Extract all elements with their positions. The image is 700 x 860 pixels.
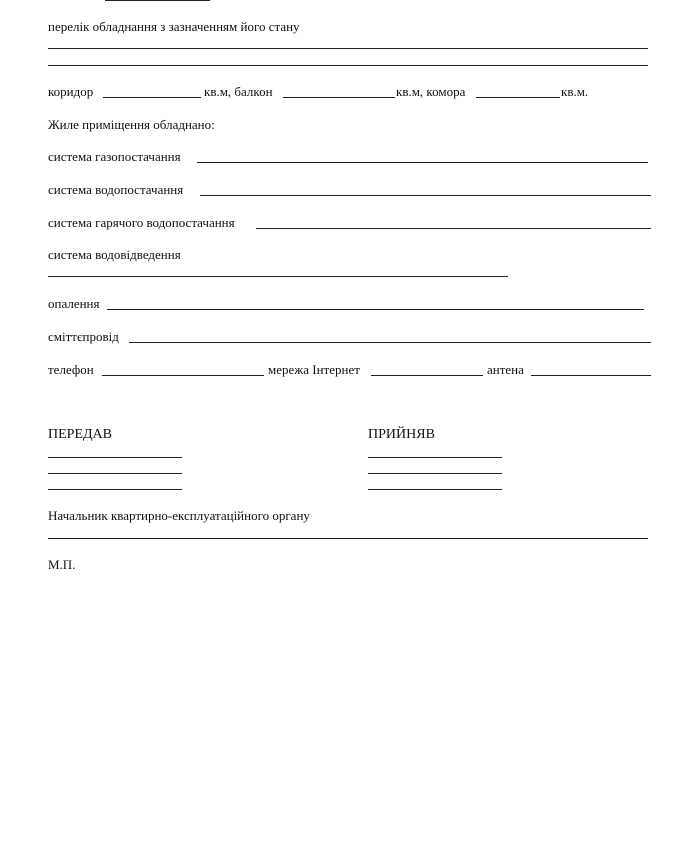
gas-supply-label: система газопостачання — [48, 149, 181, 164]
accepted-line-1[interactable] — [368, 457, 502, 458]
hot-water-label: система гарячого водопостачання — [48, 215, 235, 230]
internet-field[interactable] — [371, 375, 483, 376]
equipment-list-label: перелік обладнання з зазначенням його стану — [48, 19, 300, 34]
water-supply-label: система водопостачання — [48, 182, 184, 197]
phone-field[interactable] — [102, 375, 264, 376]
equipment-list-line-2[interactable] — [48, 65, 648, 66]
accepted-line-3[interactable] — [368, 489, 502, 490]
phone-label: телефон — [48, 362, 94, 377]
hot-water-field[interactable] — [256, 228, 651, 229]
handed-over-heading: ПЕРЕДАВ — [48, 427, 112, 442]
gas-supply-field[interactable] — [197, 162, 648, 163]
handed-over-line-1[interactable] — [48, 457, 182, 458]
garbage-chute-label: сміттєпровід — [48, 329, 119, 344]
chief-label: Начальник квартирно-експлуатаційного органу — [48, 508, 310, 523]
internet-label: мережа Інтернет — [268, 362, 360, 377]
antenna-field[interactable] — [531, 375, 651, 376]
handed-over-line-2[interactable] — [48, 473, 182, 474]
top-blank-line — [105, 0, 210, 1]
drainage-field[interactable] — [48, 276, 508, 277]
heating-label: опалення — [48, 296, 100, 311]
balcony-area-field[interactable] — [283, 97, 395, 98]
equipment-list-line-1[interactable] — [48, 48, 648, 49]
equipped-heading: Жиле приміщення обладнано: — [48, 117, 215, 132]
seal-label: М.П. — [48, 557, 76, 572]
accepted-line-2[interactable] — [368, 473, 502, 474]
storage-label: кв.м, комора — [396, 84, 466, 99]
heating-field[interactable] — [107, 309, 644, 310]
corridor-area-field[interactable] — [103, 97, 201, 98]
garbage-chute-field[interactable] — [129, 342, 651, 343]
handed-over-line-3[interactable] — [48, 489, 182, 490]
storage-unit-label: кв.м. — [561, 84, 589, 99]
accepted-heading: ПРИЙНЯВ — [368, 427, 435, 442]
corridor-label: коридор — [48, 84, 94, 99]
antenna-label: антена — [487, 362, 524, 377]
drainage-label: система водовідведення — [48, 247, 181, 262]
storage-area-field[interactable] — [476, 97, 560, 98]
chief-signature-line[interactable] — [48, 538, 648, 539]
balcony-label: кв.м, балкон — [204, 84, 273, 99]
water-supply-field[interactable] — [200, 195, 651, 196]
